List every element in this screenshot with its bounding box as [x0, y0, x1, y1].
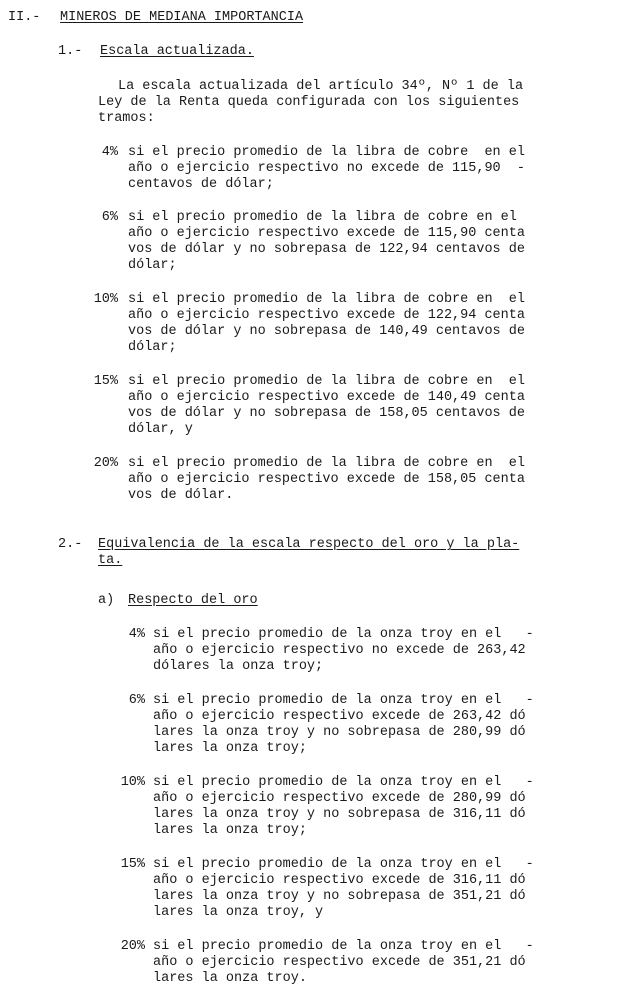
gold-tier-line: año o ejercicio respectivo excede de 351,21 dó [153, 955, 526, 970]
gold-tier-percent: 20% [120, 939, 145, 954]
gold-tier-line: lares la onza troy. [153, 971, 307, 986]
tier-line: dólar; [128, 258, 177, 273]
tier-line: si el precio promedio de la libra de cobre en el [128, 292, 525, 307]
gold-tier-line: si el precio promedio de la onza troy en el - [153, 775, 534, 790]
tier-line: vos de dólar y no sobrepasa de 158,05 centavos de [128, 406, 525, 421]
sub1-number: 1.- [58, 44, 83, 59]
tier-line: año o ejercicio respectivo excede de 122,94 centa [128, 308, 525, 323]
gold-tier-line: lares la onza troy; [153, 823, 307, 838]
sub2-title-cont: ta. [98, 553, 123, 568]
gold-tier-line: año o ejercicio respectivo no excede de 263,42 [153, 643, 526, 658]
gold-tier-line: si el precio promedio de la onza troy en el - [153, 939, 534, 954]
tier-line: vos de dólar y no sobrepasa de 122,94 centavos de [128, 242, 525, 257]
gold-tier-line: lares la onza troy, y [153, 905, 324, 920]
gold-tier-line: lares la onza troy; [153, 741, 307, 756]
tier-line: dólar, y [128, 422, 193, 437]
gold-tier-line: lares la onza troy y no sobrepasa de 351,21 dó [153, 889, 526, 904]
tier-percent: 4% [101, 145, 118, 160]
tier-percent: 10% [93, 292, 118, 307]
gold-tier-percent: 4% [128, 627, 145, 642]
gold-tier-line: si el precio promedio de la onza troy en el - [153, 693, 534, 708]
section-number: II.- [8, 10, 41, 25]
part-a-title: Respecto del oro [128, 593, 258, 608]
tier-line: si el precio promedio de la libra de cobre en el [128, 145, 525, 160]
sub2-number: 2.- [58, 537, 83, 552]
gold-tier-percent: 10% [120, 775, 145, 790]
section-title: MINEROS DE MEDIANA IMPORTANCIA [60, 10, 304, 25]
gold-tier-percent: 15% [120, 857, 145, 872]
tier-percent: 20% [93, 456, 118, 471]
gold-tier-line: año o ejercicio respectivo excede de 280,99 dó [153, 791, 526, 806]
gold-tier-line: dólares la onza troy; [153, 659, 324, 674]
tier-line: si el precio promedio de la libra de cobre en el [128, 456, 525, 471]
tier-line: si el precio promedio de la libra de cobre en el [128, 374, 525, 389]
gold-tier-line: lares la onza troy y no sobrepasa de 316,11 dó [153, 807, 526, 822]
tier-percent: 6% [101, 210, 118, 225]
gold-tier-line: si el precio promedio de la onza troy en el - [153, 857, 534, 872]
tier-line: dólar; [128, 340, 177, 355]
tier-line: año o ejercicio respectivo excede de 140,49 centa [128, 390, 525, 405]
gold-tier-percent: 6% [128, 693, 145, 708]
part-a-label: a) [98, 593, 115, 608]
intro-line: La escala actualizada del artículo 34º, Nº 1 de la [118, 79, 524, 94]
gold-tier-line: lares la onza troy y no sobrepasa de 280,99 dó [153, 725, 526, 740]
gold-tier-line: año o ejercicio respectivo excede de 316,11 dó [153, 873, 526, 888]
tier-line: vos de dólar y no sobrepasa de 140,49 centavos de [128, 324, 525, 339]
tier-line: año o ejercicio respectivo excede de 158,05 centa [128, 472, 525, 487]
tier-line: año o ejercicio respectivo no excede de 115,90 - [128, 161, 525, 176]
intro-line: tramos: [98, 111, 155, 126]
intro-line: Ley de la Renta queda configurada con los siguientes [98, 95, 520, 110]
gold-tier-line: si el precio promedio de la onza troy en el - [153, 627, 534, 642]
gold-tier-line: año o ejercicio respectivo excede de 263,42 dó [153, 709, 526, 724]
tier-line: año o ejercicio respectivo excede de 115,90 centa [128, 226, 525, 241]
tier-percent: 15% [93, 374, 118, 389]
tier-line: centavos de dólar; [128, 177, 274, 192]
tier-line: vos de dólar. [128, 488, 234, 503]
sub1-title: Escala actualizada. [100, 44, 254, 59]
sub2-title: Equivalencia de la escala respecto del oro y la pla- [98, 537, 520, 552]
tier-line: si el precio promedio de la libra de cobre en el [128, 210, 517, 225]
